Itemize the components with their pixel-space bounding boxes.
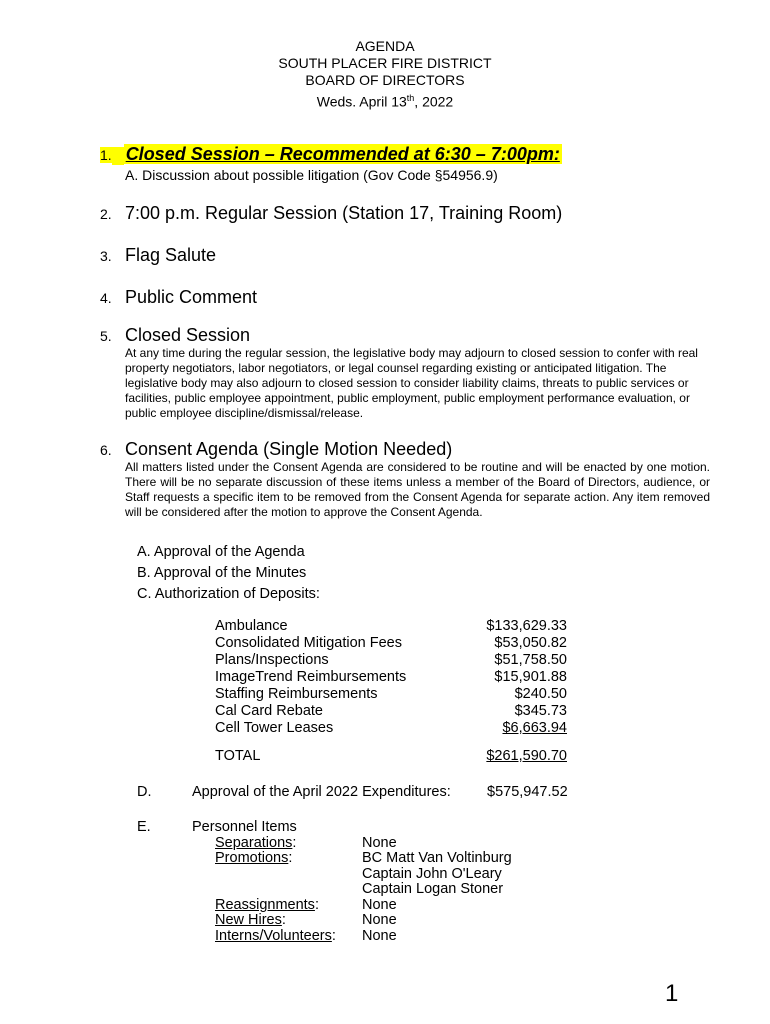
item-3-number: 3. [100, 248, 112, 264]
consent-item-e-letter: E. [137, 819, 151, 835]
date-sup: th [406, 93, 415, 103]
promotion-value: Captain John O'Leary [362, 866, 502, 882]
deposit-amount: $240.50 [514, 686, 567, 702]
consent-item-a: A. Approval of the Agenda [137, 544, 305, 560]
date-prefix: Weds. April 13 [316, 93, 407, 110]
deposit-label: Cal Card Rebate [215, 703, 323, 719]
deposit-amount: $51,758.50 [494, 652, 567, 668]
total-label: TOTAL [215, 748, 261, 764]
item-2-number: 2. [100, 206, 112, 222]
agenda-heading: AGENDA [355, 38, 415, 54]
separations-label: Separations: [215, 835, 297, 851]
deposit-label: ImageTrend Reimbursements [215, 669, 407, 685]
district-name: SOUTH PLACER FIRE DISTRICT [278, 55, 492, 71]
meeting-date [0, 90, 770, 111]
item-6-title: Consent Agenda (Single Motion Needed) [125, 439, 453, 459]
deposit-amount: $53,050.82 [494, 635, 567, 651]
item-1-subitem: A. Discussion about possible litigation (Gov Code §54956.9) [125, 167, 498, 183]
item-4-number: 4. [100, 290, 112, 306]
board-name: BOARD OF DIRECTORS [305, 72, 465, 88]
item-2-title: 7:00 p.m. Regular Session (Station 17, Training Room) [125, 203, 563, 223]
promotion-value: BC Matt Van Voltinburg [362, 850, 512, 866]
deposit-label: Staffing Reimbursements [215, 686, 378, 702]
deposit-label: Cell Tower Leases [215, 720, 334, 736]
interns-label: Interns/Volunteers: [215, 928, 336, 944]
expenditures-label: Approval of the April 2022 Expenditures: [192, 784, 451, 800]
deposit-label: Plans/Inspections [215, 652, 329, 668]
item-6-description: All matters listed under the Consent Agenda are considered to be routine and will be enacted by one motion. There will be no separate discussion of these items unless a member of the Board of Directors, audience, or Staff requests a specific item to be removed from the Consent Agenda for separate action. Any item removed will be considered after the motion to approve the Consent Agenda. [125, 460, 710, 519]
item-1-number: 1. [100, 147, 112, 163]
item-1 [100, 144, 562, 165]
new-hires-value: None [362, 912, 397, 928]
date-suffix: , 2022 [414, 93, 454, 110]
deposit-amount: $345.73 [514, 703, 567, 719]
expenditures-amount: $575,947.52 [487, 784, 568, 800]
item-5-number: 5. [100, 328, 112, 344]
reassignments-value: None [362, 897, 397, 913]
consent-item-d-letter: D. [137, 784, 152, 800]
promotions-label: Promotions: [215, 850, 293, 866]
promotion-value: Captain Logan Stoner [362, 881, 504, 897]
consent-item-b: B. Approval of the Minutes [137, 565, 307, 581]
deposit-amount: $133,629.33 [486, 618, 567, 634]
item-6-number: 6. [100, 442, 112, 458]
deposit-amount: $6,663.94 [502, 720, 567, 736]
interns-value: None [362, 928, 397, 944]
item-1-title: Closed Session – Recommended at 6:30 – 7:00pm: [125, 144, 560, 164]
total-amount: $261,590.70 [486, 748, 567, 764]
deposit-amount: $15,901.88 [494, 669, 567, 685]
personnel-items-label: Personnel Items [192, 819, 297, 835]
reassignments-label: Reassignments: [215, 897, 319, 913]
item-3-title: Flag Salute [125, 245, 217, 265]
item-4-title: Public Comment [125, 287, 258, 307]
item-5-description: At any time during the regular session, the legislative body may adjourn to closed session to confer with real property negotiators, labor negotiators, or legal counsel regarding existing or anticipated litigation. The legislative body may also adjourn to closed session to consider liability claims, threats to public services or facilities, public employee appointment, public employment, public employment performance evaluation, or public employee discipline/dismissal/release. [125, 346, 698, 420]
page-number: 1 [665, 980, 679, 1007]
deposit-label: Consolidated Mitigation Fees [215, 635, 402, 651]
consent-item-c: C. Authorization of Deposits: [137, 586, 320, 602]
separations-value: None [362, 835, 397, 851]
item-5-title: Closed Session [125, 325, 251, 345]
new-hires-label: New Hires: [215, 912, 286, 928]
deposit-label: Ambulance [215, 618, 288, 634]
